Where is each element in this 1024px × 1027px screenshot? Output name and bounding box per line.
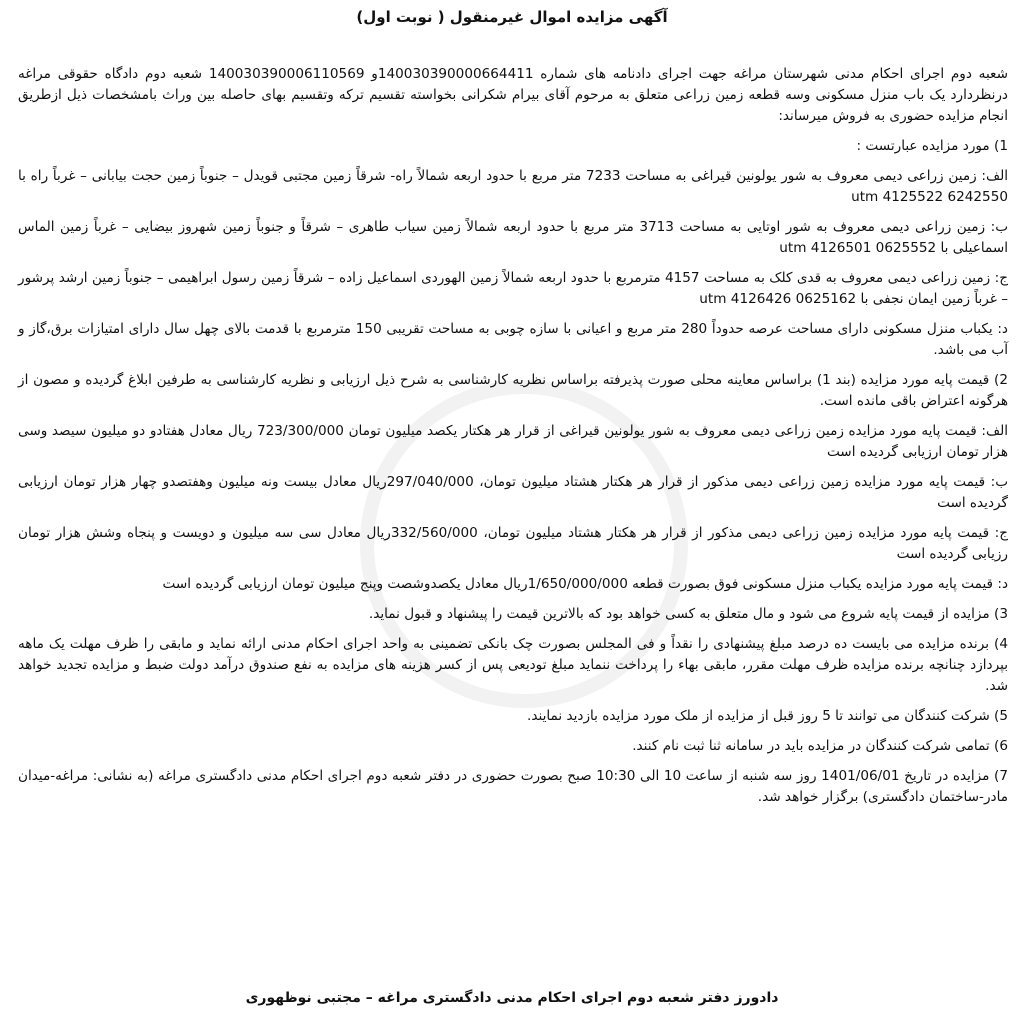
- item-heading: 1) مورد مزایده عبارتست :: [856, 138, 1008, 154]
- intro-paragraph: شعبه دوم اجرای احکام مدنی شهرستان مراغه جهت اجرای دادنامه های شماره 140030390000664411و 140030390006110569 شعبه دوم دادگاه حقوقی مراغه درنظردارد یک باب منزل مسکونی وسه قطعه زمین زراعی متعلق به مرحوم آقای بیرام شکرانی بخواسته تقسیم ترکه وتقسیم بهای حاصله بین وراث بامشخصات ذیل ازطریق انجام مزایده حضوری به فروش میرساند:: [18, 66, 1009, 124]
- clause-4: 4) برنده مزایده می بایست ده درصد مبلغ پیشنهادی را نقداً و فی المجلس بصورت چک بانکی تضمینی به واحد اجرای احکام مدنی ارائه نماید و مابقی را ظرف مهلت یک ماهه بپردازد چنانچه برنده مزایده ظرف مهلت مقرر، مابقی بهاء را پرداخت ننماید مبلغ تودیعی پس از کسر هزینه های مزایده به نفع صندوق درآمد دولت ضبط و مزایده تجدید خواهد شد.: [18, 636, 1008, 694]
- notice-title: آگهی مزایده اموال غیرمنقول ( نوبت اول): [356, 8, 668, 26]
- price-dal: د: قیمت پایه مورد مزایده یکباب منزل مسکونی فوق بصورت قطعه 1/650/000/000ریال معادل یکصدوشصت وپنج میلیون تومان ارزیابی گردیده است: [162, 576, 1008, 592]
- clause-6: 6) تمامی شرکت کنندگان در مزایده باید در سامانه ثنا ثبت نام کنند.: [632, 738, 1008, 754]
- price-jim: ج: قیمت پایه مورد مزایده زمین زراعی دیمی مذکور از قرار هر هکتار هشتاد میلیون تومان، 332/560/000ریال معادل سی سه میلیون و دویست و پنجاه وشش هزار تومان رزیابی گردیده است: [18, 525, 1008, 562]
- base-price-intro: 2) قیمت پایه مورد مزایده (بند 1) براساس معاینه محلی صورت پذیرفته براساس نظریه کارشناسی به شرح ذیل ارزیابی و نظریه کارشناسی به طرفین ابلاغ گردیده و مصون از هرگونه اعتراض باقی مانده است.: [18, 372, 1008, 409]
- item-jim: ج: زمین زراعی دیمی معروف به قدی کلک به مساحت 4157 مترمربع با حدود اربعه شمالاً زمین الهوردی اسماعیل زاده – شرقاً زمین رسول ابراهیمی – جنوباً زمین ارشد پرشور – غرباً زمین ایمان نجفی با utm 4126426 0625162: [18, 270, 1008, 307]
- clause-5: 5) شرکت کنندگان می توانند تا 5 روز قبل از مزایده از ملک مورد مزایده بازدید نمایند.: [527, 708, 1008, 724]
- item-dal: د: یکباب منزل مسکونی دارای مساحت عرصه حدوداً 280 متر مربع و اعیانی با سازه چوبی به مساحت تقریبی 150 مترمربع با قدمت بالای چهل سال دارای امتیازات برق،گاز و آب می باشد.: [18, 321, 1008, 358]
- price-be: ب: قیمت پایه مورد مزایده زمین زراعی دیمی مذکور از قرار هر هکتار هشتاد میلیون تومان، 297/040/000ریال معادل بیست ونه میلیون وهفتصدو چهار هزار تومان ارزیابی گردیده است: [18, 474, 1008, 511]
- price-alef: الف: قیمت پایه مورد مزایده زمین زراعی دیمی معروف به شور یولونین قیراغی از قرار هر هکتار یکصد میلیون تومان 723/300/000 ریال معادل هفتادو دو میلیون سیصد وسی هزار تومان ارزیابی گردیده است: [18, 423, 1008, 460]
- signature: دادورز دفتر شعبه دوم اجرای احکام مدنی دادگستری مراغه – مجتبی نوظهوری: [245, 990, 779, 1006]
- item-be: ب: زمین زراعی دیمی معروف به شور اوتایی به مساحت 3713 متر مربع با حدود اربعه شمالاً زمین سیاب طاهری – شرقاً و جنوباً زمین شهروز بیضایی – غرباً زمین الماس اسماعیلی با utm 4126501 0625552: [18, 219, 1009, 256]
- clause-7: 7) مزایده در تاریخ 1401/06/01 روز سه شنبه از ساعت 10 الی 10:30 صبح بصورت حضوری در دفتر شعبه دوم اجرای احکام مدنی دادگستری مراغه (به نشانی: مراغه-میدان مادر-ساختمان دادگستری) برگزار خواهد شد.: [18, 768, 1008, 805]
- notice-body: [18, 64, 1008, 817]
- clause-3: 3) مزایده از قیمت پایه شروع می شود و مال متعلق به کسی خواهد بود که بالاترین قیمت را پیشنهاد و قبول نماید.: [368, 606, 1008, 622]
- item-alef: الف: زمین زراعی دیمی معروف به شور یولونین قیراغی به مساحت 7233 متر مربع با حدود اربعه شمالاً راه- شرقاً زمین مجتبی قویدل – جنوباً زمین حجت بیابانی – غرباً راه با utm 4125522 6242550: [18, 168, 1008, 205]
